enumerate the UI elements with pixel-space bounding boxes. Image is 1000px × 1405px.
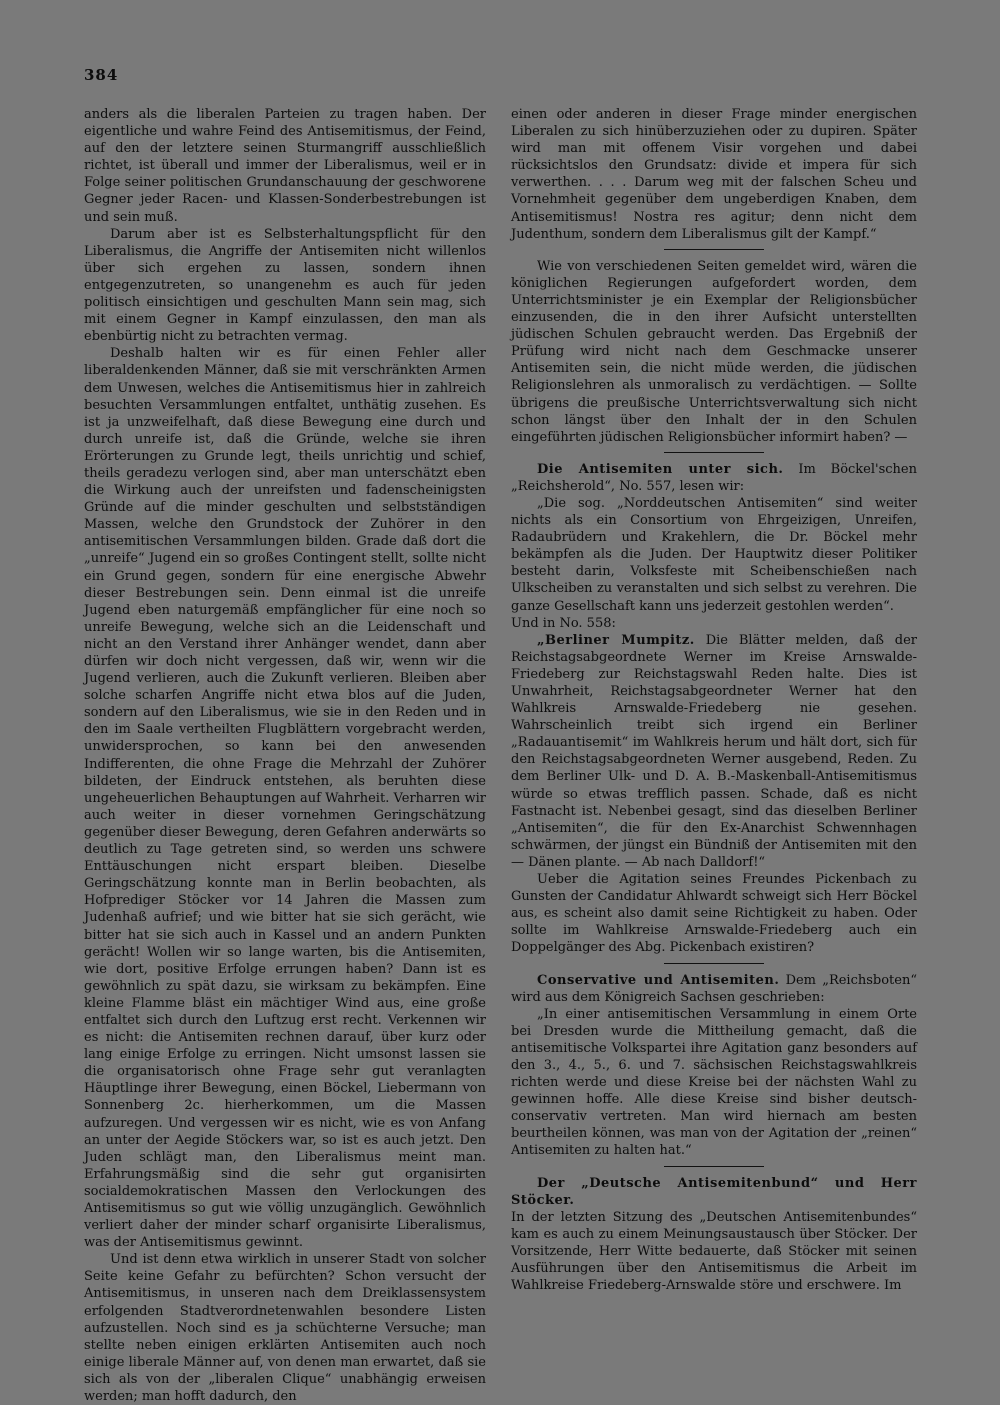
paragraph: Ueber die Agitation seines Freundes Pickenbach zu Gunsten der Candidatur Ahlwardt schweigt sich Herr Böckel aus, es scheint also damit seine Richtigkeit zu haben. Oder sollte im Wahlkreise Arnswalde-Friedeberg auch ein Doppelgänger des Abg. Pickenbach existiren? (511, 872, 917, 956)
section-divider (664, 963, 764, 964)
paragraph: Darum aber ist es Selbsterhaltungspflicht für den Liberalismus, die Angriffe der Antisemiten nicht willenlos über sich ergehen zu lassen, sondern ihnen entgegenzutreten, so unangenehm es auch für jeden politisch einsichtigen und geschulten Mann sein mag, sich mit einem Gegner in Kampf einzulassen, den man als ebenbürtig nicht zu betrachten vermag. (84, 226, 486, 345)
article-heading: Die Antisemiten unter sich. (537, 461, 784, 477)
article-heading: Conservative und Antisemiten. (537, 972, 780, 988)
quote-text: Die Blätter melden, daß der Reichstagsabgeordnete Werner im Kreise Arnswalde-Friedeberg zur Reichstagswahl Reden halte. Dies ist Unwahrheit, Reichstagsabgeordneter Werner hat den Wahlkreis Arnswalde-Friedeberg nie gesehen. Wahrscheinlich treibt sich irgend ein Berliner „Radauantisemit“ im Wahlkreis herum und hält dort, sich für den Reichstagsabgeordneten Werner ausgebend, Reden. Zu dem Berliner Ulk- und D. A. B.-Maskenball-Antisemitismus würde so etwas trefflich passen. Schade, daß es nicht Fastnacht ist. Nebenbei gesagt, sind das dieselben Berliner „Antisemiten“, die für den Ex-Anarchist Schwennhagen schwärmen, der jüngst ein Bündniß der Antisemiten mit den — Dänen plante. — Ab nach Dalldorf!“ (511, 632, 917, 870)
article-heading-line (511, 1175, 917, 1209)
quote-paragraph (511, 632, 917, 871)
article-heading: Der „Deutsche Antisemitenbund“ und Herr Stöcker. (511, 1175, 917, 1208)
section-divider (664, 1166, 764, 1167)
paragraph: anders als die liberalen Parteien zu tragen haben. Der eigentliche und wahre Feind des Antisemitismus, der Feind, auf den der letztere seinen Sturmangriff ausschließlich richtet, ist überall und immer der Liberalismus, weil er in Folge seiner politischen Grundanschauung der geschworene Gegner jeder Racen- und Klassen-Sonderbestrebungen ist und sein muß. (84, 107, 486, 225)
paragraph: Und ist denn etwa wirklich in unserer Stadt von solcher Seite keine Gefahr zu befürchten? Schon versucht der Antisemitismus, in unseren nach dem Dreiklassensystem erfolgenden Stadtverordnetenwahlen besondere Listen aufzustellen. Noch sind es ja schüchterne Versuche; man stellte neben einigen erklärten Antisemiten auch noch einige liberale Männer auf, von denen man erwartet, daß sie sich als von der „liberalen Clique“ unabhängig erweisen werden; man hofft dadurch, den (84, 1252, 486, 1405)
paragraph: einen oder anderen in dieser Frage minder energischen Liberalen zu sich hinüberzuziehen oder zu dupiren. Später wird man mit offenem Visir vorgehen und dabei rücksichtslos den Grundsatz: divide et impera für sich verwerthen. . . . Darum weg mit der falschen Scheu und Vornehmheit gegenüber dem ungeberdigen Knaben, dem Antisemitismus! Nostra res agitur; denn nicht dem Judenthum, sondern dem Liberalismus gilt der Kampf.“ (511, 107, 917, 242)
paragraph: Deshalb halten wir es für einen Fehler aller liberaldenkenden Männer, daß sie mit verschränkten Armen dem Unwesen, welches die Antisemitismus hier in zahlreich besuchten Versammlungen entfaltet, unthätig zusehen. Es ist ja unzweifelhaft, daß diese Bewegung eine durch und durch unreife ist, daß die Gründe, welche sie ihren Erörterungen zu Grunde legt, theils unrichtig und schief, theils geradezu verlogen sind, aber man unterschätzt eben die Wirkung auch der unreifsten und fadenscheinigsten Gründe auf die minder geschulten und selbstständigen Massen, welche den Grundstock der Zuhörer in den antisemitischen Versammlungen bilden. Grade daß dort die „unreife“ Jugend ein so großes Contingent stellt, sollte nicht ein Grund gegen, sondern für eine energische Abwehr dieser Bestrebungen sein. Denn einmal ist die unreife Jugend eben naturgemäß empfänglicher für eine noch so unreife Bewegung, welche sich an die Leidenschaft und nicht an den Verstand ihrer Anhänger wendet, dann aber dürfen wir doch nicht vergessen, daß wir, wenn wir die Jugend verlieren, auch die Zukunft verlieren. Bleiben aber solche scharfen Angriffe nicht etwa blos auf die Juden, sondern auf den Liberalismus, wie sie in den Reden und in den im Saale vertheilten Flugblättern vorgebracht werden, unwidersprochen, so kann bei den anwesenden Indifferenten, die ohne Frage die Mehrzahl der Zuhörer bildeten, der Eindruck entstehen, als beruhten diese ungeheuerlichen Behauptungen auf Wahrheit. Verharren wir auch weiter in dieser vornehmen Geringschätzung gegenüber dieser Bewegung, deren Gefahren anderwärts so deutlich zu Tage getreten sind, so werden uns schwere Enttäuschungen nicht erspart bleiben. Dieselbe Geringschätzung konnte man in Berlin beobachten, als Hofprediger Stöcker vor 14 Jahren die Massen zum Judenhaß aufrief; und wie bitter hat sie sich gerächt, wie bitter hat sie sich auch in Kassel und an andern Punkten gerächt! Wollen wir so lange warten, bis die Antisemiten, wie dort, positive Erfolge errungen haben? Dann ist es gewöhnlich zu spät dazu, sie wirksam zu bekämpfen. Eine kleine Flamme bläst ein mächtiger Wind aus, eine große entfaltet sich durch den Luftzug erst recht. Verkennen wir es nicht: die Antisemiten rechnen darauf, über kurz oder lang einige Erfolge zu erringen. Nicht umsonst lassen sie die organisatorisch ohne Frage sehr gut veranlagten Häuptlinge ihrer Bewegung, einen Böckel, Liebermann von Sonnenberg 2c. hierherkommen, um die Massen aufzuregen. Und vergessen wir es nicht, wie es von Anfang an unter der Aegide Stöckers war, so ist es auch jetzt. Den Juden schlägt man, den Liberalismus meint man. Erfahrungsmäßig sind die sehr gut organisirten socialdemokratischen Massen den Verlockungen des Antisemitismus so gut wie völlig unzugänglich. Gewöhnlich verliert daher der minder scharf organisirte Liberalismus, was der Antisemitismus gewinnt. (84, 346, 486, 1251)
article-intro-text: Im Böckel'schen „Reichsherold“, No. 557, lesen wir: (511, 461, 917, 494)
left-column (84, 106, 486, 1405)
quote-heading: „Berliner Mumpitz. (537, 632, 695, 648)
section-divider (664, 452, 764, 453)
paragraph: Und in No. 558: (511, 615, 616, 631)
article-intro (511, 461, 917, 495)
quote-paragraph: „Die sog. „Norddeutschen Antisemiten“ sind weiter nichts als ein Consortium von Ehrgeizigen, Unreifen, Radaubrüdern und Krakehlern, die Dr. Böckel mehr bekämpfen als die Juden. Der Hauptwitz dieser Politiker besteht darin, Volksfeste mit Scheibenschießen nach Ulkscheiben zu veranstalten und sich selbst zu verehren. Die ganze Gesellschaft kann uns jederzeit gestohlen werden“. (511, 495, 917, 614)
article-intro (511, 972, 917, 1006)
quote-paragraph: „In einer antisemitischen Versammlung in einem Orte bei Dresden wurde die Mittheilung gemacht, daß die antisemitische Volkspartei ihre Agitation ganz besonders auf den 3., 4., 5., 6. und 7. sächsischen Reichstagswahlkreis richten werde und diese Kreise bei der nächsten Wahl zu gewinnen hoffe. Alle diese Kreise sind bisher deutsch-conservativ vertreten. Man wird hiernach am besten beurtheilen können, was man von der Agitation der „reinen“ Antisemiten zu halten hat.“ (511, 1006, 917, 1159)
paragraph: Wie von verschiedenen Seiten gemeldet wird, wären die königlichen Regierungen aufgefordert worden, dem Unterrichtsminister je ein Exemplar der Religionsbücher einzusenden, die in den ihrer Aufsicht unterstellten jüdischen Schulen gebraucht werden. Das Ergebniß der Prüfung wird nicht nach dem Geschmacke unserer Antisemiten sein, die nicht müde werden, die jüdischen Religionslehren als unmoralisch zu verdächtigen. — Sollte übrigens die preußische Unterrichtsverwaltung sich nicht schon längst über den Inhalt der in den Schulen eingeführten jüdischen Religionsbücher informirt haben? — (511, 258, 917, 445)
paragraph: In der letzten Sitzung des „Deutschen Antisemitenbundes“ kam es auch zu einem Meinungsaustausch über Stöcker. Der Vorsitzende, Herr Witte bedauerte, daß Stöcker mit seinen Ausführungen über den Antisemitismus die Arbeit im Wahlkreise Friedeberg-Arnswalde störe und erschwere. Im (511, 1209, 917, 1294)
section-divider (664, 249, 764, 250)
article-intro-text: Dem „Reichsboten“ wird aus dem Königreich Sachsen geschrieben: (511, 972, 917, 1005)
right-column (511, 106, 917, 1294)
page-number: 384 (84, 66, 119, 84)
